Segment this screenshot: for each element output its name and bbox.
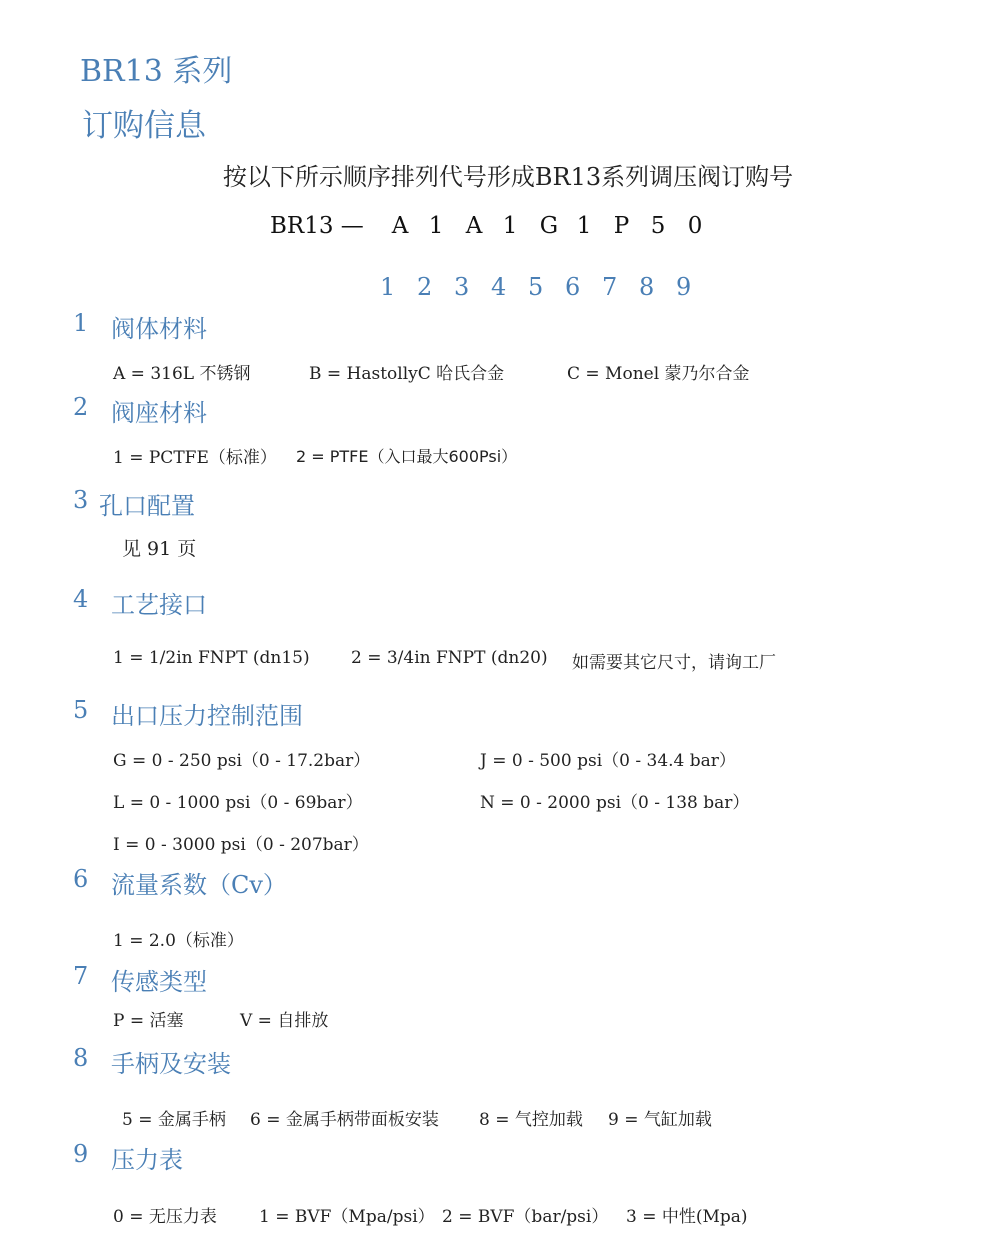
section-heading xyxy=(73,393,207,428)
section-number: 5 xyxy=(73,696,89,724)
position-number: 7 xyxy=(602,273,618,301)
section-title: 出口压力控制范围 xyxy=(111,702,303,730)
option-text: 如需要其它尺寸，请询工厂 xyxy=(572,653,776,673)
code-letter: 1 xyxy=(502,213,518,239)
code-letter: 0 xyxy=(687,213,703,239)
section-heading xyxy=(73,865,287,900)
code-prefix: BR13 — xyxy=(270,213,364,239)
code-letter: G xyxy=(539,213,559,239)
position-number: 5 xyxy=(528,273,544,301)
section-number: 8 xyxy=(73,1044,89,1072)
section-heading xyxy=(73,309,207,344)
code-letter: 1 xyxy=(576,213,592,239)
option-text: P = 活塞 xyxy=(113,1011,184,1031)
order-info-title: 订购信息 xyxy=(82,108,206,144)
option-text: 2 = PTFE（入口最大600Psi） xyxy=(296,447,518,466)
section-title: 孔口配置 xyxy=(99,492,195,520)
section-heading xyxy=(73,1044,231,1079)
section-number: 6 xyxy=(73,865,89,893)
section-heading xyxy=(73,486,195,521)
section-heading xyxy=(73,1140,183,1175)
option-text: V = 自排放 xyxy=(240,1011,329,1031)
option-text: J = 0 - 500 psi（0 - 34.4 bar） xyxy=(480,751,736,771)
option-text: 3 = 中性(Mpa) xyxy=(626,1207,748,1227)
option-text: 1 = PCTFE（标准） xyxy=(113,448,277,468)
section-number: 1 xyxy=(73,309,89,337)
option-text: 见 91 页 xyxy=(122,538,197,560)
option-text: C = Monel 蒙乃尔合金 xyxy=(567,364,750,384)
section-number: 9 xyxy=(73,1140,89,1168)
section-title: 流量系数（Cv） xyxy=(111,871,287,899)
position-number: 8 xyxy=(639,273,655,301)
option-text: L = 0 - 1000 psi（0 - 69bar） xyxy=(113,793,363,813)
code-letter: A xyxy=(465,213,483,239)
option-text: G = 0 - 250 psi（0 - 17.2bar） xyxy=(113,751,371,771)
position-number: 4 xyxy=(491,273,507,301)
section-number: 4 xyxy=(73,585,89,613)
position-number: 3 xyxy=(454,273,470,301)
section-title: 传感类型 xyxy=(111,968,207,996)
option-text: 2 = BVF（bar/psi） xyxy=(442,1207,609,1227)
intro-text: 按以下所示顺序排列代号形成BR13系列调压阀订购号 xyxy=(222,163,794,191)
section-title: 工艺接口 xyxy=(111,591,207,619)
section-title: 压力表 xyxy=(111,1146,183,1174)
option-text: 2 = 3/4in FNPT (dn20) xyxy=(351,648,548,668)
option-text: 1 = 2.0（标准） xyxy=(113,931,244,951)
position-numbers xyxy=(380,273,713,301)
section-number: 2 xyxy=(73,393,89,421)
position-number: 1 xyxy=(380,273,396,301)
section-title: 阀体材料 xyxy=(111,315,207,343)
order-code xyxy=(270,213,725,239)
position-number: 6 xyxy=(565,273,581,301)
option-text: 0 = 无压力表 xyxy=(113,1207,217,1227)
code-letter: 5 xyxy=(650,213,666,239)
option-text: A = 316L 不锈钢 xyxy=(113,364,251,384)
series-title: BR13 系列 xyxy=(80,54,233,89)
section-heading xyxy=(73,962,207,997)
section-heading xyxy=(73,696,303,731)
section-title: 手柄及安装 xyxy=(111,1050,231,1078)
position-number: 9 xyxy=(676,273,692,301)
option-text: 8 = 气控加载 xyxy=(479,1110,583,1130)
section-title: 阀座材料 xyxy=(111,399,207,427)
option-text: 1 = BVF（Mpa/psi） xyxy=(259,1207,435,1227)
option-text: 9 = 气缸加载 xyxy=(608,1110,712,1130)
code-letter: 1 xyxy=(428,213,444,239)
section-number: 3 xyxy=(73,486,89,514)
option-text: I = 0 - 3000 psi（0 - 207bar） xyxy=(113,835,369,855)
option-text: B = HastollyC 哈氏合金 xyxy=(309,364,505,384)
option-text: N = 0 - 2000 psi（0 - 138 bar） xyxy=(480,793,750,813)
option-text: 1 = 1/2in FNPT (dn15) xyxy=(113,648,310,668)
position-number: 2 xyxy=(417,273,433,301)
section-number: 7 xyxy=(73,962,89,990)
section-heading xyxy=(73,585,207,620)
option-text: 5 = 金属手柄 xyxy=(122,1110,226,1130)
code-letter: P xyxy=(613,213,630,239)
option-text: 6 = 金属手柄带面板安装 xyxy=(250,1110,439,1130)
code-letter: A xyxy=(391,213,409,239)
